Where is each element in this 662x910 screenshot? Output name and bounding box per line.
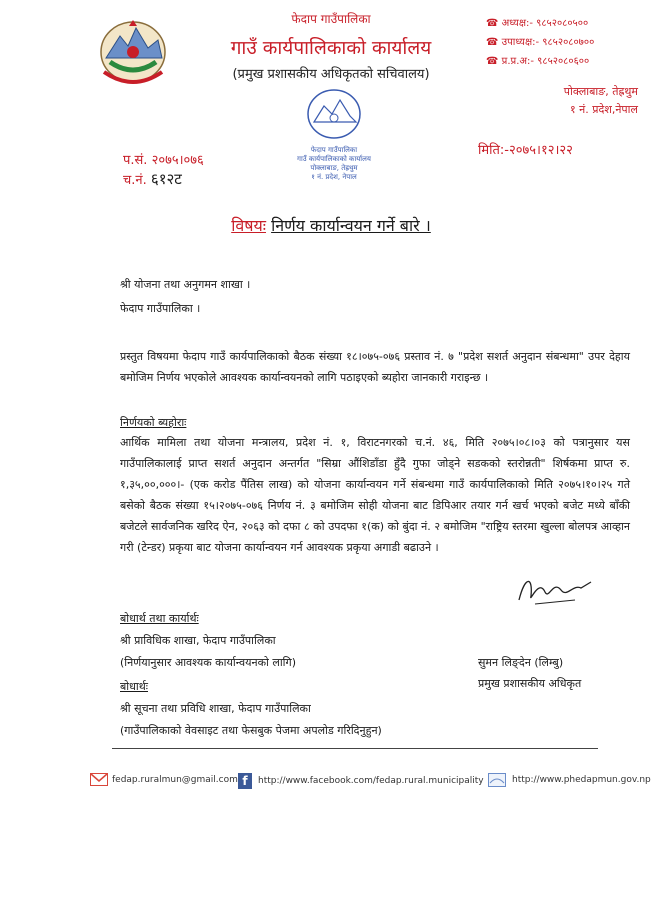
website-text: http://www.phedapmun.gov.np <box>512 775 651 785</box>
cc-it-note: (गाउँपालिकाको वेवसाइट तथा फेसबुक पेजमा अपलोड गरिदिनुहुन) <box>120 724 382 737</box>
office-address <box>498 83 638 119</box>
stamp-text: फेदाप गाउँपालिका गाउँ कार्यपालिकाको कार्यालय पोक्लाबाङ, तेह्रथुम १ नं. प्रदेश, नेपाल <box>297 146 371 181</box>
cc-heading-info: बोधार्थः <box>120 680 148 693</box>
address-line2: १ नं. प्रदेश,नेपाल <box>569 103 638 116</box>
municipality-name: फेदाप गाउँपालिका <box>291 12 371 26</box>
address-line1: पोक्लाबाङ, तेह्रथुम <box>563 85 638 98</box>
addressee-line2: फेदाप गाउँपालिका । <box>120 302 201 315</box>
footer-contacts <box>90 765 650 795</box>
cc-it-branch: श्री सूचना तथा प्रविधि शाखा, फेदाप गाउँपालिका <box>120 702 311 715</box>
email-text: fedap.ruralmun@gmail.com <box>112 774 238 785</box>
addressee-line1: श्री योजना तथा अनुगमन शाखा । <box>120 278 251 291</box>
cn-value: ६१२ट <box>150 170 182 188</box>
cn-label: च.नं. <box>123 173 147 188</box>
phone-chair: ☎ अध्यक्ष:- ९८५२०८०५०० <box>486 18 589 29</box>
facebook-icon: f <box>238 773 252 789</box>
footer-website[interactable] <box>488 773 651 787</box>
cc-technical-branch: श्री प्राविधिक शाखा, फेदाप गाउँपालिका <box>120 634 276 647</box>
footer-facebook[interactable] <box>238 773 484 789</box>
cn-line <box>123 170 204 190</box>
globe-icon <box>488 773 506 787</box>
cc-heading-action: बोधार्थ तथा कार्यार्थः <box>120 612 199 625</box>
stamp-emblem-icon <box>296 88 372 142</box>
decision-paragraph: आर्थिक मामिला तथा योजना मन्त्रालय, प्रदेश नं. १, विराटनगरको च.नं. ४६, मिति २०७५।०८।०३ को पत्रानुसार यस गाउँपालिकालाई प्राप्त सशर्त अनुदान अन्तर्गत "सिम्रा औंशिडाँडा हुँदै गुफा जोड्ने सडकको स्तरोन्नती" शिर्षकमा प्राप्त रु. १,३५,००,०००।- (एक करोड पैंतिस लाख) को योजना कार्यान्वयन गर्ने संबन्धमा गाउँ कार्यपालिकाको मिति २०७५।१०।२५ गते बसेको बैठक संख्या १५।२०७५-०७६ निर्णय नं. ३ बमोजिम सोही योजना बाट डिपिआर तयार गर्न खर्च भएको बजेट मध्ये बाँकी बजेटले सार्वजनिक खरिद ऐन, २०६३ को दफा ८ को उपदफा १(क) को बुंदा नं. २ बमोजिम "राष्ट्रिय स्तरमा खुल्ला बोलपत्र आव्हान गरी (टेन्डर) प्रकृया बाट योजना कार्यान्वयन गर्न आवश्यक प्रकृया अगाडी बढाउने । <box>120 436 630 554</box>
handwritten-signature <box>515 570 595 610</box>
phone-vice-chair: ☎ उपाध्यक्ष:- ९८५२०८०७०० <box>486 37 595 48</box>
signatory-block <box>478 652 581 694</box>
office-title: गाउँ कार्यपालिकाको कार्यालय <box>230 37 432 59</box>
office-stamp <box>296 88 372 181</box>
secretariat-title: (प्रमुख प्रशासकीय अधिकृतको सचिवालय) <box>232 67 430 82</box>
phone-cao: ☎ प्र.प्र.अ:- ९८५२०८०६०० <box>486 56 590 67</box>
reference-block <box>123 152 204 190</box>
subject-text: निर्णय कार्यान्वयन गर्ने बारे । <box>271 216 431 235</box>
signatory-name: सुमन लिङ्देन (लिम्बु) <box>478 656 564 669</box>
mail-icon <box>90 773 108 786</box>
subject-label: विषयः <box>231 216 266 235</box>
ps-number: प.सं. २०७५।०७६ <box>123 153 204 168</box>
decision-heading: निर्णयको ब्यहोराः <box>120 416 187 429</box>
footer-divider <box>112 748 598 749</box>
subject-line <box>0 214 662 236</box>
phone-list <box>486 14 594 71</box>
cc-technical-note: (निर्णयानुसार आवश्यक कार्यान्वयनको लागि) <box>120 656 297 669</box>
signatory-title: प्रमुख प्रशासकीय अधिकृत <box>478 677 582 690</box>
letter-date: मिति:-२०७५।१२।२२ <box>478 143 573 158</box>
facebook-text: http://www.facebook.com/fedap.rural.municipality <box>258 776 484 786</box>
intro-paragraph: प्रस्तुत विषयमा फेदाप गाउँ कार्यपालिकाको बैठक संख्या १८।०७५-०७६ प्रस्ताव नं. ७ "प्रदेश सशर्त अनुदान संबन्धमा" उपर देहाय बमोजिम निर्णय भएकोले आवश्यक कार्यान्वयनको लागि पठाइएको ब्यहोरा जानकारी गराइन्छ । <box>120 350 630 384</box>
footer-email[interactable] <box>90 773 238 786</box>
